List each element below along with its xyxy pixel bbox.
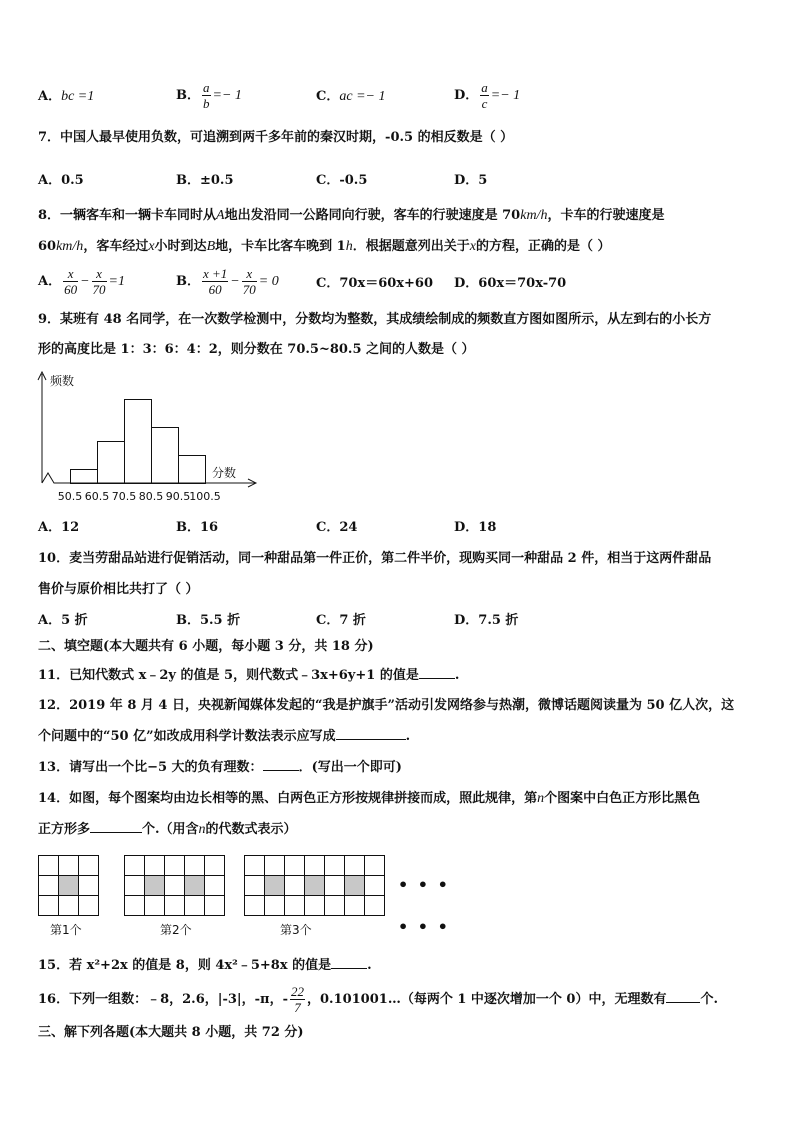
q14-pattern-figure-3 bbox=[244, 855, 386, 917]
q8-option-a: A． $\frac{x}{60}$ − $\frac{x}{70}$ =1 bbox=[38, 266, 125, 297]
frequency-histogram bbox=[30, 368, 260, 508]
q14-continuation-dots-1: • • • bbox=[398, 875, 450, 894]
q6-option-b: B． $\frac{a}{b}$ =− 1 bbox=[176, 80, 242, 111]
q14-answer-blank[interactable] bbox=[90, 820, 142, 833]
q9-stem-line1: 9．某班有 48 名同学，在一次数学检测中，分数均为整数，其成绩绘制成的频数直方图如图所示，从左到右的小长方 bbox=[38, 312, 712, 327]
q8-stem-line2: 60km/h，客车经过x小时到达B地，卡车比客车晚到 1h．根据题意列出关于x的方程，正确的是（ ） bbox=[38, 239, 611, 254]
q10-option-d: D．7.5 折 bbox=[454, 613, 519, 628]
x-tick-label: 70.5 bbox=[111, 490, 137, 503]
q7-option-c: C．-0.5 bbox=[316, 173, 368, 188]
q7-option-d: D．5 bbox=[454, 173, 488, 188]
q7-stem: 7．中国人最早使用负数，可追溯到两千多年前的秦汉时期，-0.5 的相反数是（ ） bbox=[38, 130, 514, 145]
section-2-heading: 二、填空题(本大题共有 6 小题，每小题 3 分，共 18 分) bbox=[38, 639, 374, 654]
q11: 11．已知代数式 x﹣2y 的值是 5，则代数式﹣3x+6y+1 的值是 . bbox=[38, 668, 460, 683]
q15-answer-blank[interactable] bbox=[331, 956, 367, 969]
q9-option-a: A．12 bbox=[38, 520, 80, 535]
q12-line1: 12．2019 年 8 月 4 日，央视新闻媒体发起的“我是护旗手”活动引发网络参与热潮，微博话题阅读量为 50 亿人次，这 bbox=[38, 698, 735, 713]
q16: 16．下列一组数：﹣8，2.6，|-3|，-π，- $\frac{22}{7}$ ，0.101001…（每两个 1 中逐次增加一个 0）中，无理数有 个. bbox=[38, 984, 719, 1015]
q10-stem-line2: 售价与原价相比共打了（ ） bbox=[38, 582, 199, 597]
histogram-bar-2 bbox=[98, 442, 125, 484]
q9-stem-line2: 形的高度比是 1：3：6：4：2，则分数在 70.5~80.5 之间的人数是（ ） bbox=[38, 342, 475, 357]
q16-answer-blank[interactable] bbox=[666, 990, 700, 1003]
q9-option-d: D．18 bbox=[454, 520, 497, 535]
q6-option-c: C．ac =− 1 bbox=[316, 89, 386, 104]
q15: 15．若 x²+2x 的值是 8，则 4x²﹣5+8x 的值是 . bbox=[38, 958, 372, 973]
q9-option-b: B．16 bbox=[176, 520, 219, 535]
histogram-bar-4 bbox=[152, 428, 179, 484]
q14-pattern-figure-2 bbox=[124, 855, 226, 917]
q12-answer-blank[interactable] bbox=[336, 727, 406, 740]
q10-option-b: B．5.5 折 bbox=[176, 613, 241, 628]
q14-line1: 14．如图，每个图案均由边长相等的黑、白两色正方形按规律拼接而成，照此规律，第n个图案中白色正方形比黑色 bbox=[38, 791, 701, 806]
histogram-bar-5 bbox=[179, 456, 206, 484]
x-tick-label: 60.5 bbox=[84, 490, 110, 503]
x-tick-label: 50.5 bbox=[57, 490, 83, 503]
q12-line2: 个问题中的“50 亿”如改成用科学计数法表示应写成 . bbox=[38, 729, 411, 744]
q14-pattern-figure-1 bbox=[38, 855, 100, 917]
q14-figure-2-caption: 第2个 bbox=[160, 923, 192, 937]
q9-option-c: C．24 bbox=[316, 520, 358, 535]
q7-option-b: B．±0.5 bbox=[176, 173, 234, 188]
x-axis-label: 分数 bbox=[212, 466, 237, 480]
q14-figure-1-caption: 第1个 bbox=[50, 923, 82, 937]
q14-continuation-dots-2: • • • bbox=[398, 917, 450, 936]
q10-stem-line1: 10．麦当劳甜品站进行促销活动，同一种甜品第一件正价，第二件半价，现购买同一种甜品 2 件，相当于这两件甜品 bbox=[38, 551, 712, 566]
q7-option-a: A．0.5 bbox=[38, 173, 84, 188]
section-3-heading: 三、解下列各题(本大题共 8 小题，共 72 分) bbox=[38, 1025, 304, 1040]
q6-option-d: D． $\frac{a}{c}$ =− 1 bbox=[454, 80, 521, 111]
q11-answer-blank[interactable] bbox=[419, 666, 455, 679]
q13-answer-blank[interactable] bbox=[263, 758, 299, 771]
q8-option-b: B． $\frac{x +1}{60}$ − $\frac{x}{70}$ = 0 bbox=[176, 266, 279, 297]
q8-option-d: D．60x＝70x-70 bbox=[454, 276, 567, 291]
q8-option-c: C．70x＝60x+60 bbox=[316, 276, 434, 291]
q10-option-c: C．7 折 bbox=[316, 613, 366, 628]
q13: 13．请写出一个比−5 大的负有理数： ．(写出一个即可) bbox=[38, 760, 402, 775]
histogram-bar-1 bbox=[71, 470, 98, 484]
y-axis-label: 频数 bbox=[50, 374, 75, 388]
histogram-bar-3 bbox=[125, 400, 152, 484]
q14-figure-3-caption: 第3个 bbox=[280, 923, 312, 937]
q8-stem-line1: 8．一辆客车和一辆卡车同时从A地出发沿同一公路同向行驶，客车的行驶速度是 70km/h，卡车的行驶速度是 bbox=[38, 208, 665, 223]
q14-line2: 正方形多 个.（用含n的代数式表示） bbox=[38, 822, 297, 837]
x-tick-label: 100.5 bbox=[189, 490, 221, 503]
q6-option-a: A．bc =1 bbox=[38, 89, 95, 104]
x-tick-label: 90.5 bbox=[165, 490, 191, 503]
x-tick-label: 80.5 bbox=[138, 490, 164, 503]
q10-option-a: A．5 折 bbox=[38, 613, 88, 628]
